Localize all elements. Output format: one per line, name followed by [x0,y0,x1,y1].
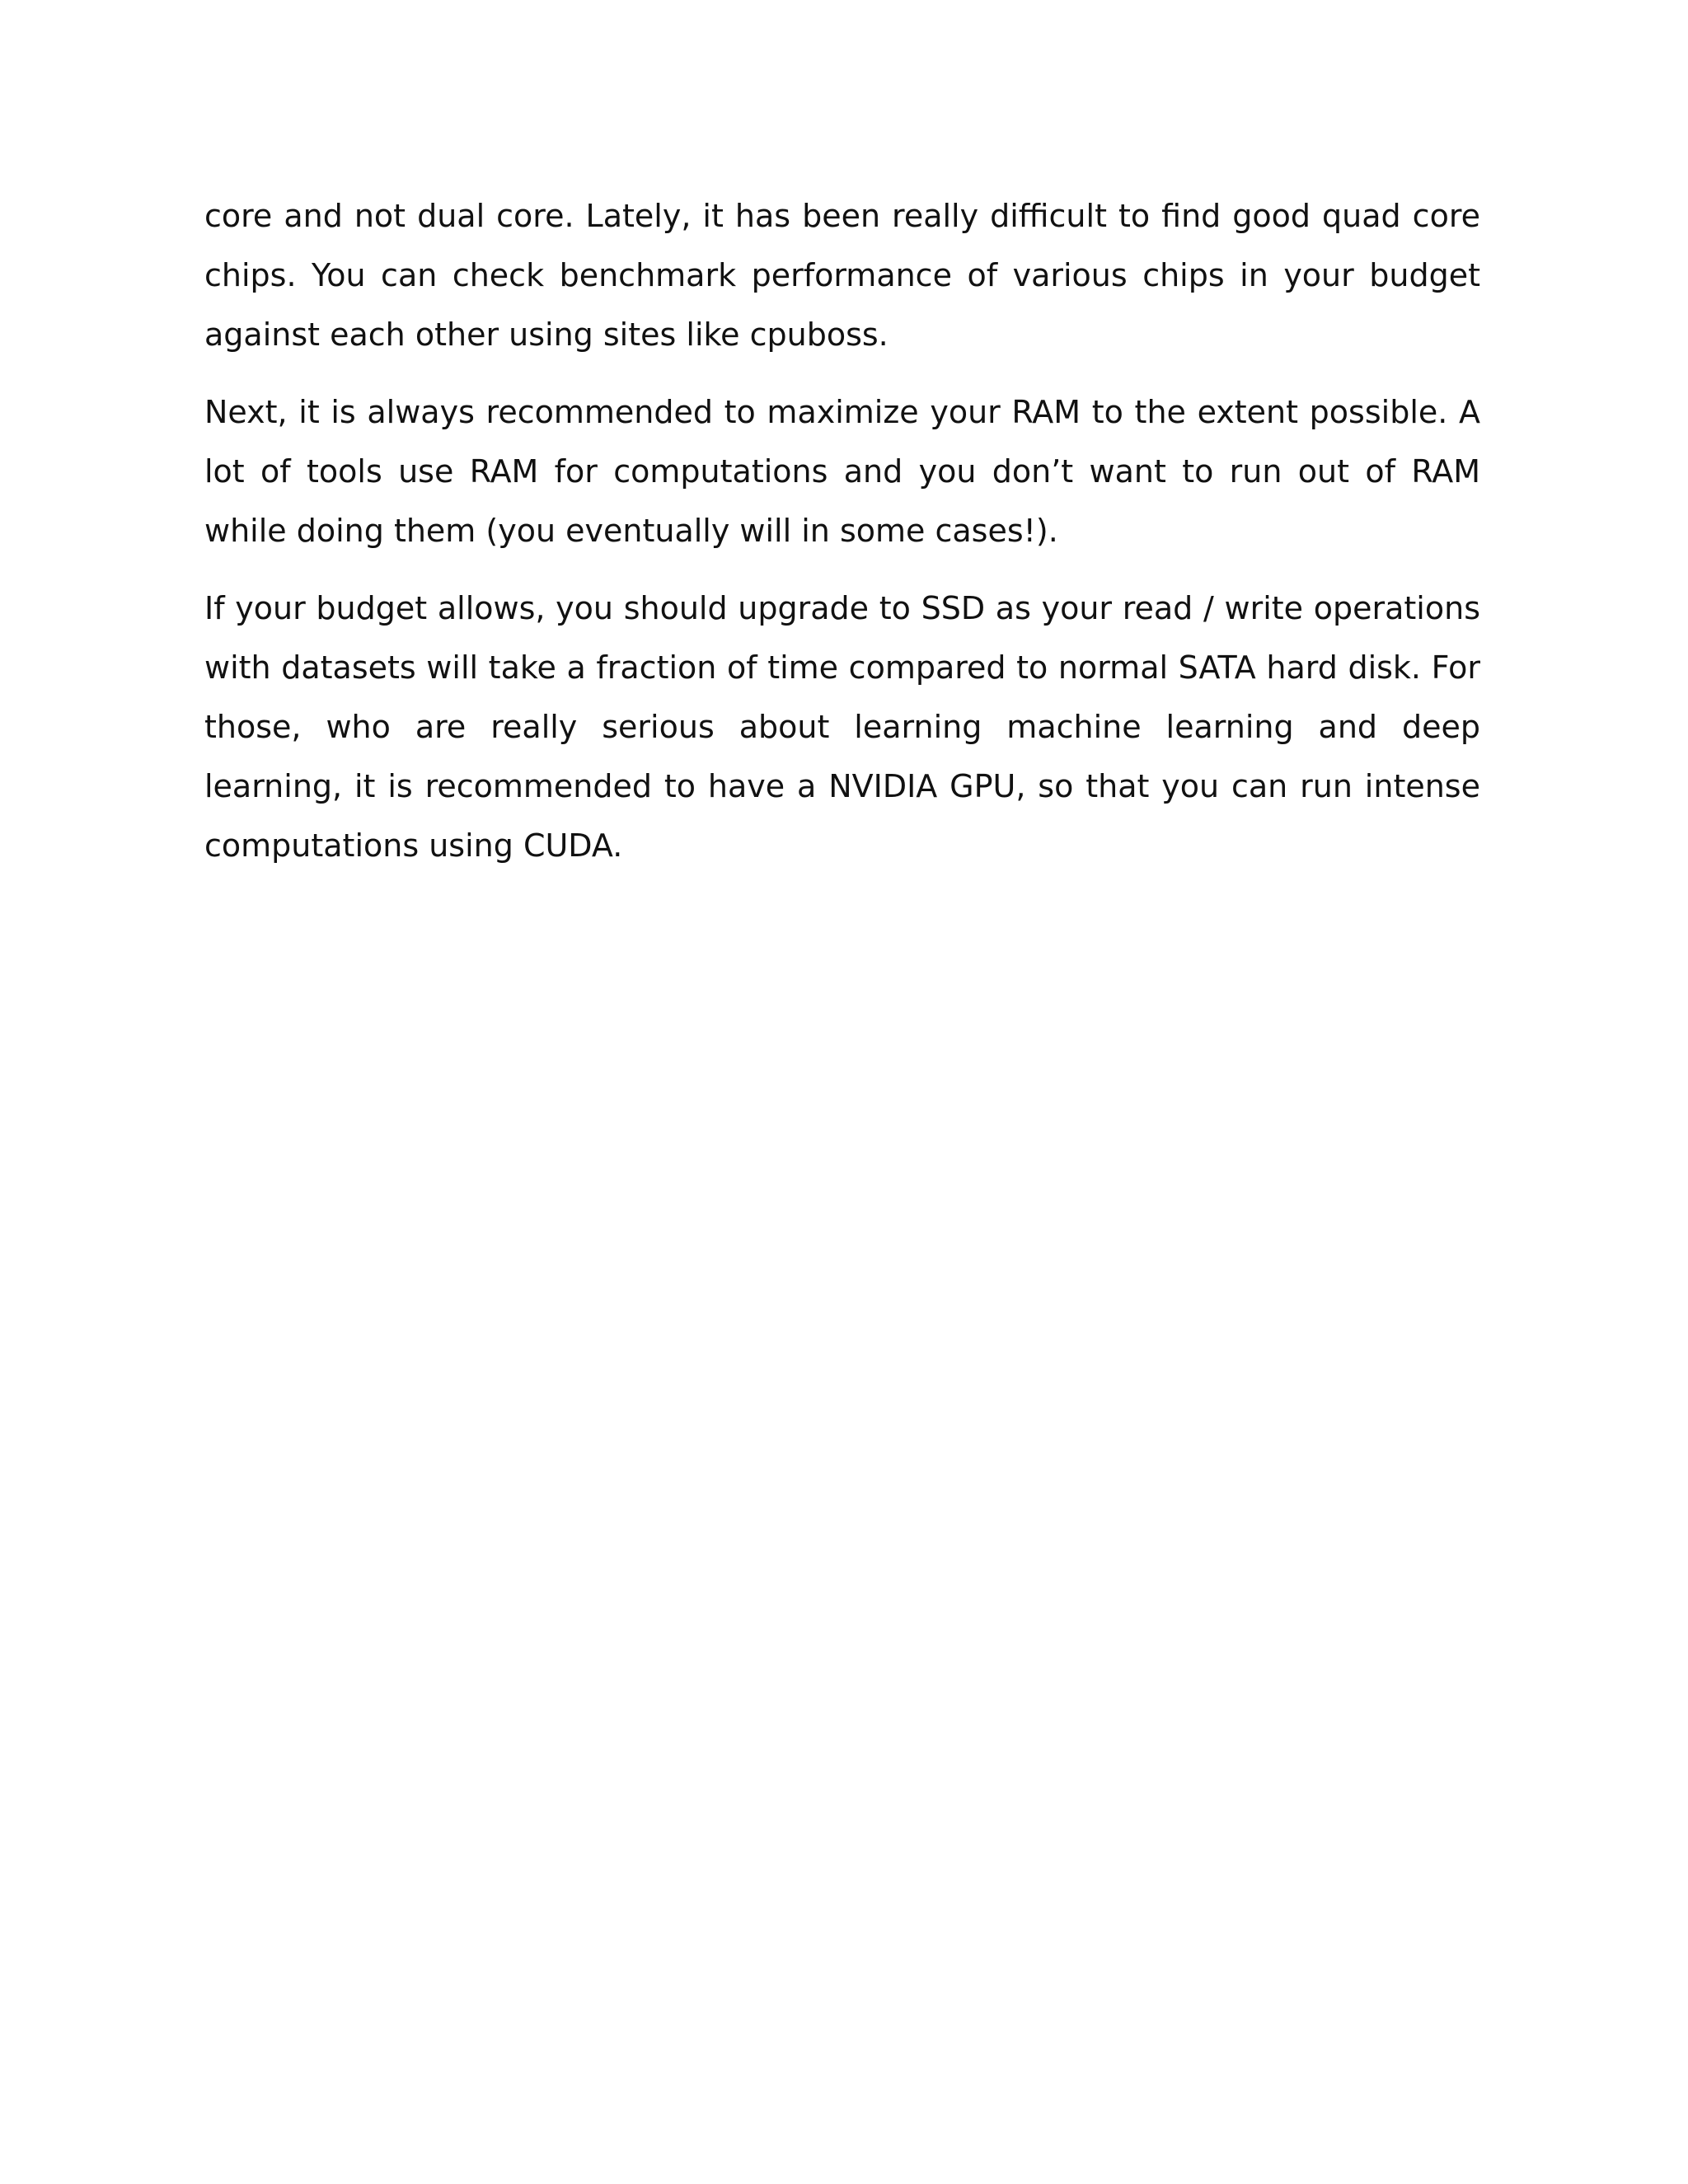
paragraph-ssd-gpu: If your budget allows, you should upgrade to SSD as your read / write operations with datasets will take a fraction of time compared to normal SATA hard disk. For those, who are really serious about learning machine learning and deep learning, it is recommended to have a NVIDIA GPU, so that you can run intense computations using CUDA. [204,590,1480,864]
document-body [204,186,1480,893]
paragraph-cpu: core and not dual core. Lately, it has been really difficult to find good quad core chips. You can check benchmark performance of various chips in your budget against each other using sites like cpuboss. [204,198,1480,353]
paragraph-ram: Next, it is always recommended to maximize your RAM to the extent possible. A lot of tools use RAM for computations and you don’t want to run out of RAM while doing them (you eventually will in some cases!). [204,394,1480,549]
